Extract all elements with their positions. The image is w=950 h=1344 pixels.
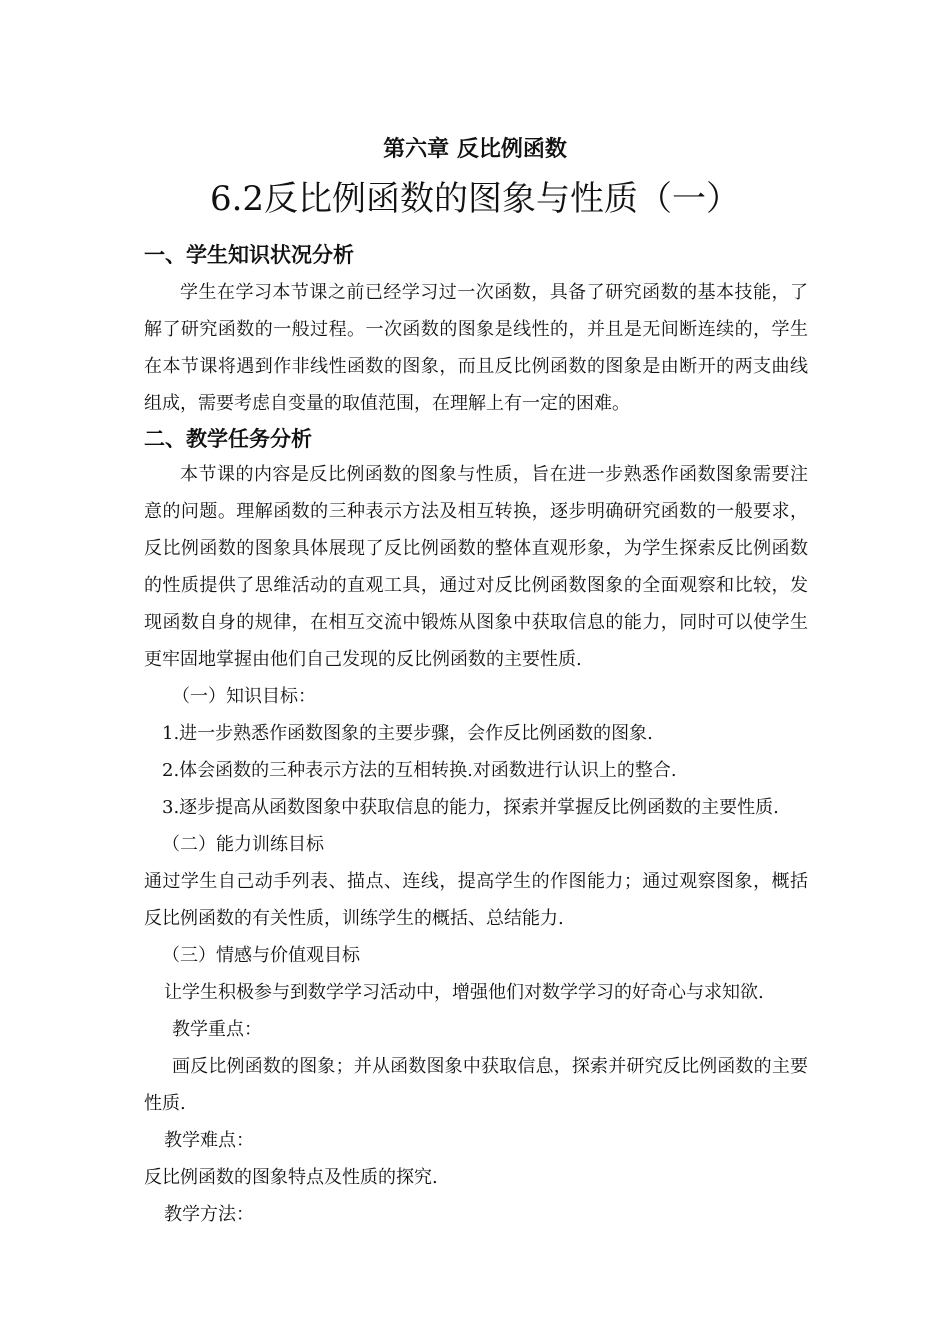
ability-heading: （二）能力训练目标 <box>162 834 324 855</box>
knowledge-heading: （一）知识目标： <box>172 686 316 707</box>
lesson-title: 6.2反比例函数的图象与性质（一） <box>209 179 741 219</box>
knowledge-item: 2.体会函数的三种表示方法的互相转换.对函数进行认识上的整合. <box>162 760 677 781</box>
section1-heading: 一、学生知识状况分析 <box>144 242 354 267</box>
key-heading: 教学重点： <box>172 1019 262 1040</box>
ability-text: 通过学生自己动手列表、描点、连线，提高学生的作图能力；通过观察图象，概括反比例函数的有关性质，训练学生的概括、总结能力. <box>144 871 808 929</box>
knowledge-item: 3.逐步提高从函数图象中获取信息的能力，探索并掌握反比例函数的主要性质. <box>162 797 779 818</box>
section2-paragraph: 本节课的内容是反比例函数的图象与性质，旨在进一步熟悉作函数图象需要注意的问题。理解函数的三种表示方法及相互转换，逐步明确研究函数的一般要求，反比例函数的图象具体展现了反比例函数的整体直观形象，为学生探索反比例函数的性质提供了思维活动的直观工具，通过对反比例函数图象的全面观察和比较，发现函数自身的规律，在相互交流中锻炼从图象中获取信息的能力，同时可以使学生更牢固地掌握由他们自己发现的反比例函数的主要性质. <box>144 464 808 670</box>
key-text: 画反比例函数的图象；并从函数图象中获取信息，探索并研究反比例函数的主要性质. <box>144 1056 808 1114</box>
chapter-title: 第六章 反比例函数 <box>383 136 567 162</box>
document-body <box>144 240 808 1233</box>
knowledge-item: 1.进一步熟悉作函数图象的主要步骤，会作反比例函数的图象. <box>162 723 653 744</box>
section1-paragraph: 学生在学习本节课之前已经学习过一次函数，具备了研究函数的基本技能，了解了研究函数的一般过程。一次函数的图象是线性的，并且是无间断连续的，学生在本节课将遇到作非线性函数的图象，而且反比例函数的图象是由断开的两支曲线组成，需要考虑自变量的取值范围，在理解上有一定的困难。 <box>144 282 808 414</box>
emotion-heading: （三）情感与价值观目标 <box>162 945 360 966</box>
difficulty-text: 反比例函数的图象特点及性质的探究. <box>144 1167 438 1188</box>
difficulty-heading: 教学难点： <box>164 1130 254 1151</box>
emotion-text: 让学生积极参与到数学学习活动中，增强他们对数学学习的好奇心与求知欲. <box>164 982 764 1003</box>
method-heading: 教学方法： <box>164 1204 254 1225</box>
section2-heading: 二、教学任务分析 <box>144 426 312 451</box>
